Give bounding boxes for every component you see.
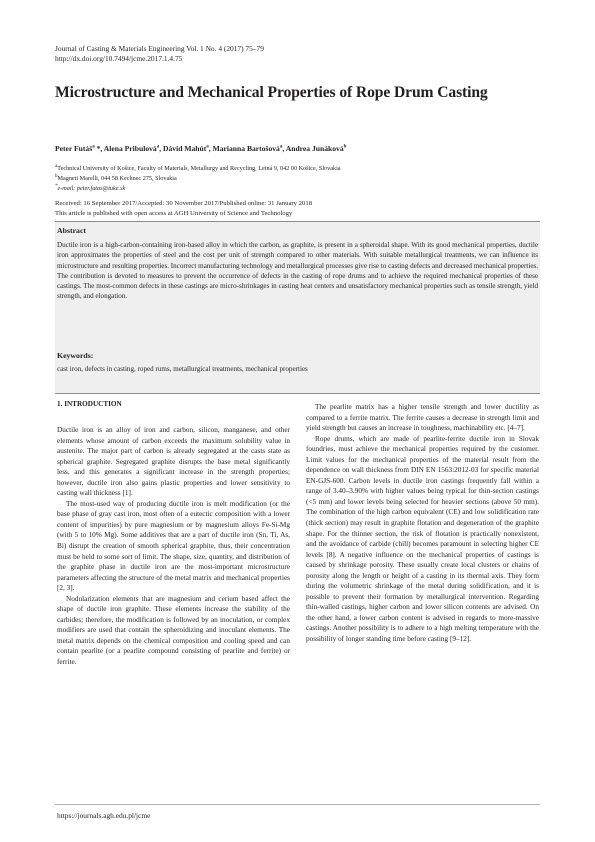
body-column-left [57,425,290,668]
affiliation-text: Technical University of Košice, Faculty of Materials, Metallurgy and Recycling, Letná 9, 042 00 Košice, Slovakia [57,165,341,173]
author-mark: b [343,144,347,150]
abstract-heading: Abstract [57,226,87,235]
email-text: e-mail: peter.futas@tuke.sk [57,185,126,193]
footer-divider [55,804,540,805]
body-column-right [306,402,539,645]
author-text: Peter Futáš [55,144,93,153]
paragraph: The pearlite matrix has a higher tensile strength and lower ductility as compared to a ferrite matrix. The ferrite causes a decrease in strength limit and yield strength but causes an increase in toughness, machinability etc. [4–7]. [306,403,539,433]
author-text: , Dávid Mahút [159,144,207,153]
paragraph: Rope drums, which are made of pearlite-ferrite ductile iron in Slovak foundries, must achieve the mechanical properties required by the customer. Limit values for the mechanical properties of the material result from the dependence on wall thickness from DIN EN 1563:2012-03 for specific material EN-GJS-600. Carbon levels in ductile iron castings frequently fall within a range of 3.40–3.90% with higher values being typical for thin-section castings (<5 mm) and lower levels being selected for heavier sections (above 50 mm). The combination of the high carbon equivalent (CE) and low solidification rate (thick section) may result in graphite flotation and degeneration of the graphite shape. For the thinner section, the risk of flotation is practically nonexistent, and the avoidance of carbide (chill) becomes paramount in selecting higher CE levels [8]. A negative influence on the mechanical properties of castings is caused by shrinkage porosity. These usually create local clusters or chains of porosity along the length or height of a casting in its thermal axis. They form during the volumetric shrinkage of the metal during solidification, and it is possible to prevent their formation by metallurgical intervention. Regarding thin-walled castings, higher carbon and lower silicon contents are advised. On the other hand, a lower carbon content is advised in regards to more-massive castings. Another possibility is to adhere to a high melting temperature with the possibility of longer standing time before casting [9–12]. [306,434,539,644]
paragraph: Nodularization elements that are magnesium and cerium based affect the shape of ductile iron graphite. These elements increase the stability of the carbides; therefore, the modification is followed by an inoculation, or complex modifiers are used that contain the spheroidizing and inoculant elements. The metal matrix depends on the chemical composition and cooling speed and can contain pearlite (or a pearlite compound consisting of pearlite and ferrite) or ferrite. [57,594,290,667]
footer-url[interactable]: https://journals.agh.edu.pl/jcme [57,811,151,820]
author-mark: a [156,144,160,150]
email-mark: * [55,184,58,189]
divider [55,393,540,394]
journal-citation: Journal of Casting & Materials Engineering Vol. 1 No. 4 (2017) 75–79 [55,44,264,53]
author-mark: a [206,144,209,150]
keywords-heading: Keywords: [57,351,94,360]
abstract-text: Ductile iron is a high-carbon-containing iron-based alloy in which the carbon, as graphite, is present in a spheroidal shape. With its good mechanical properties, ductile iron approximates the properties of steel and the cost per unit of strength compared to other materials. With suitable metallurgical treatments, we can influence its microstructure and resulting properties. Incorrect manufacturing technology and metallurgical processes give rise to casting defects and decreased mechanical properties. The contribution is devoted to measures to prevent the occurrence of defects in the casting of rope drums and to achieve the required mechanical properties of these castings. The most-common defects in these castings are micro-shrinkages in casting heat centers and unsatisfactory mechanical properties such as tensile strength, yield strength, and elongation. [57,241,538,301]
open-access-note: This article is published with open access at AGH University of Science and Technology [55,210,293,217]
author-mark: a [279,144,283,150]
author-list [55,144,346,153]
affiliation-text: Magneti Marelli, 044 58 Kechnec 275, Slovakia [57,175,177,183]
section-heading: 1. INTRODUCTION [57,400,122,408]
affiliation-mark: a [55,164,58,169]
paper-title: Microstructure and Mechanical Properties of Rope Drum Casting [55,84,488,101]
author-mark: a [92,144,95,150]
paragraph: The most-used way of producing ductile iron is melt modification (or the base phase of gray cast iron, most often of a eutectic composition with a lower content of impurities) by pure magnesium or by magnesium alloys Fe-Si-Mg (with 5 to 10% Mg). Some additives that are a part of ductile iron (Sn, Ti, As, Bi) disrupt the creation of smooth spherical graphite, thus, their concentration must be held to some sort of limit. The shape, size, quantity, and distribution of the graphite phase in ductile iron are the most-important microstructure parameters affecting the structure of the metal matrix and mechanical properties [2, 3]. [57,499,290,593]
paragraph: Ductile iron is an alloy of iron and carbon, silicon, manganese, and other elements whose amount of carbon exceeds the maximum solubility value in austenite. The major part of carbon is already segregated at the casts state as spherical graphite. Segregated graphite disrupts the base metal significantly less, and this generates a significant increase in the strength properties; however, ductile iron also gains plastic properties and lower sensitivity to casting wall thickness [1]. [57,426,290,498]
affiliation-mark: b [55,174,58,179]
publication-dates: Received: 16 September 2017/Accepted: 30 November 2017/Published online: 31 January 2018 [55,200,313,207]
author-text: , Andrea Junáková [282,144,344,153]
author-text: *, Alena Pribulová [94,144,157,153]
corresponding-email [55,182,125,193]
keywords-text: cast iron, defects in casting, roped rums, metallurgical treatments, mechanical properties [57,365,308,373]
doi-link[interactable]: http://dx.doi.org/10.7494/jcme.2017.1.4.75 [55,54,183,63]
author-text: , Marianna Bartošová [208,144,280,153]
